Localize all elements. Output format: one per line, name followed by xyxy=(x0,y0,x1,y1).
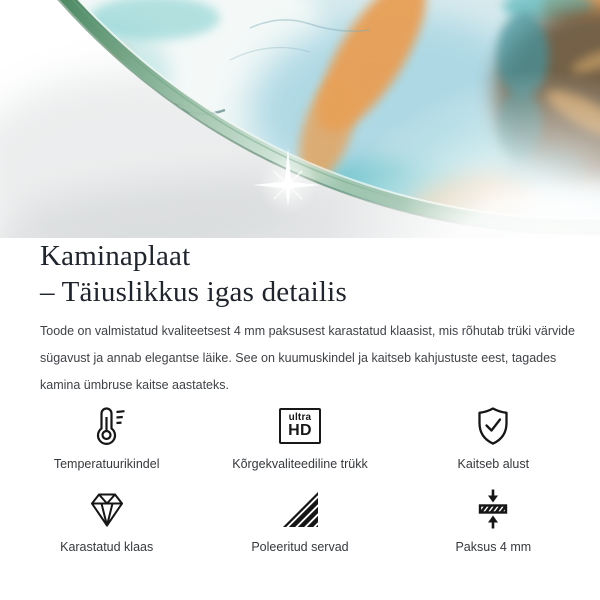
ultra-hd-icon-text-bottom: HD xyxy=(288,422,312,439)
feature-label: Temperatuurikindel xyxy=(53,457,160,471)
page-title-line2: – Täiuslikkus igas detailis xyxy=(40,276,347,308)
feature-temperature-resistant xyxy=(10,403,203,472)
glass-plate-illustration xyxy=(0,0,600,238)
description-line2: sügavust ja annab elegantse läike. See on kuumuskindel ja kaitseb kahjustuste eest, tagades xyxy=(40,351,557,365)
thickness-icon xyxy=(471,486,515,532)
description-line3: kamina ümbruse kaitse aastateks. xyxy=(40,378,229,392)
feature-label: Paksus 4 mm xyxy=(455,540,532,554)
page-title xyxy=(40,238,560,310)
ultra-hd-icon-text-top: ultra xyxy=(288,412,312,423)
feature-label: Kaitseb alust xyxy=(457,457,530,471)
feature-grid xyxy=(0,403,600,555)
feature-protects-base xyxy=(397,403,590,472)
product-description xyxy=(40,318,575,399)
feature-ultra-hd-print xyxy=(203,403,396,472)
feature-label: Karastatud klaas xyxy=(60,540,154,554)
ultra-hd-icon xyxy=(279,403,321,449)
page-title-line1: Kaminaplaat xyxy=(40,240,191,272)
polished-edges-icon xyxy=(278,486,322,532)
feature-label: Kõrgekvaliteediline trükk xyxy=(232,457,368,471)
product-image xyxy=(0,0,600,238)
feature-tempered-glass xyxy=(10,486,203,555)
feature-polished-edges xyxy=(203,486,396,555)
thermometer-icon xyxy=(85,403,129,449)
diamond-icon xyxy=(85,486,129,532)
photo-fade xyxy=(250,60,600,238)
description-line1: Toode on valmistatud kvaliteetsest 4 mm paksusest karastatud klaasist, mis rõhutab trüki värvide xyxy=(40,324,575,338)
feature-thickness-4mm xyxy=(397,486,590,555)
shield-check-icon xyxy=(471,403,515,449)
feature-label: Poleeritud servad xyxy=(251,540,349,554)
